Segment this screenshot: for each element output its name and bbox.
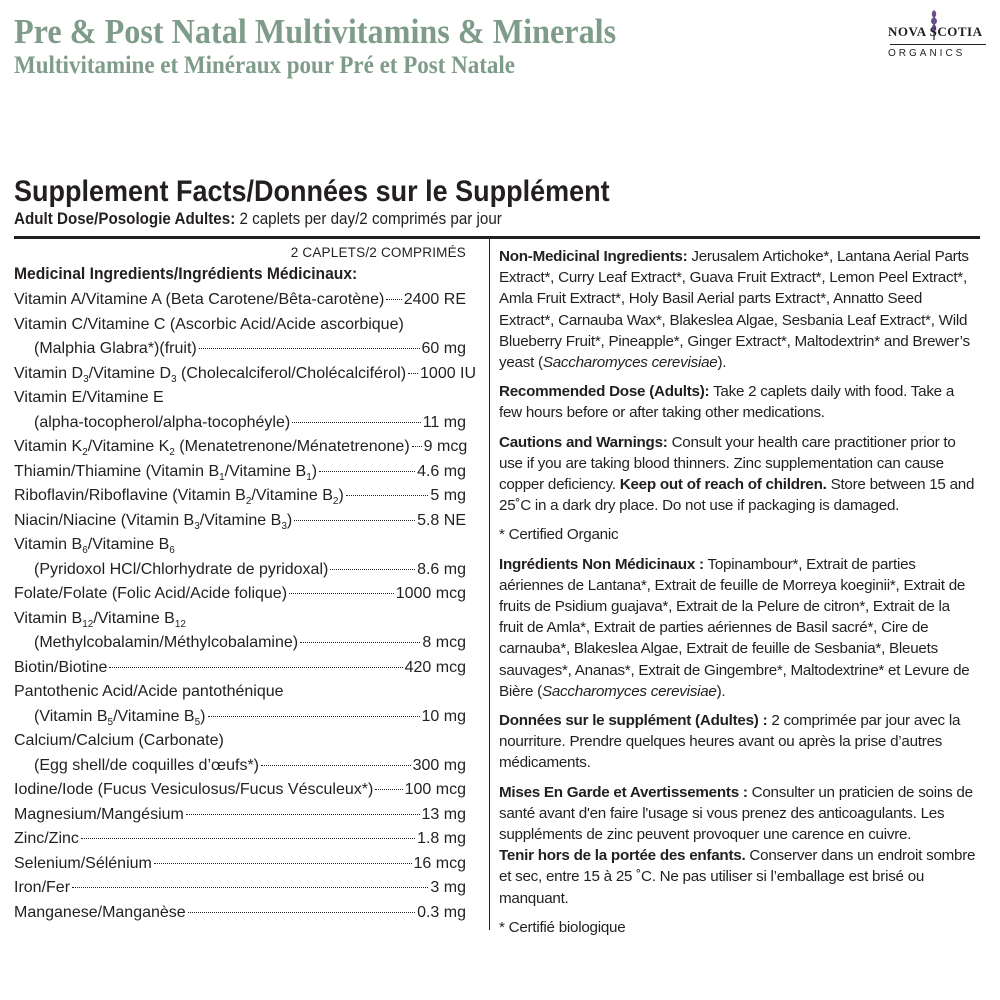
- dot-leader: [154, 862, 412, 864]
- cautions-fr-paragraph: [499, 782, 977, 846]
- ingredient-row: [14, 386, 466, 411]
- dot-leader: [81, 837, 415, 839]
- ingredient-row: [14, 533, 466, 558]
- logo-divider: [890, 44, 986, 45]
- nmi-en-italic: Saccharomyces cerevisiae: [542, 354, 718, 372]
- dot-leader: [375, 788, 402, 790]
- medicinal-heading: Medicinal Ingredients/Ingrédients Médicinaux:: [14, 264, 358, 283]
- dot-leader: [292, 421, 421, 423]
- nmi-en-label: Non-Medicinal Ingredients:: [499, 248, 688, 265]
- ingredient-row: [14, 460, 466, 485]
- ingredient-name: Vitamin A/Vitamine A (Beta Carotene/Bêta-carotène): [14, 291, 385, 308]
- nmi-en-text: Jerusalem Artichoke*, Lantana Aerial Parts Extract*, Curry Leaf Extract*, Guava Fruit Extract*, Lemon Peel Extract*, Amla Fruit Extract*, Holy Basil Aerial parts Extract*, Annatto Seed Extract*, Carnauba Wax*, Blakeslea Algae, Sesbania Leaf Extract*, Wild Blueberry Fruit*, Pineapple*, Ginger Extract*, Maltodextrin* and Brewer’s yeast (: [499, 248, 970, 372]
- ingredient-amount: 4.6 mg: [417, 462, 466, 480]
- dose-fr-text: 2 comprimée par jour avec la nourriture. Prendre quelques heures avant ou après la prise d’autres médicaments.: [499, 712, 961, 772]
- ingredient-amount: 8 mcg: [422, 634, 466, 651]
- keep-en-label: Keep out of reach of children.: [619, 476, 827, 494]
- ingredient-row: [14, 680, 466, 705]
- ingredient-row: [14, 729, 466, 754]
- dose-fr-paragraph: [499, 710, 977, 774]
- cautions-en-paragraph: [499, 432, 977, 517]
- top-rule: [14, 236, 980, 239]
- ingredient-name: Thiamin/Thiamine (Vitamin $B_1$/Vitamine $B_1$): [14, 462, 318, 483]
- cautions-en-text: Consult your health care practitioner prior to use if you are taking blood thinners. Zinc supplementation can cause copper deficiency.: [499, 433, 956, 494]
- cautions-en-label: Cautions and Warnings:: [499, 433, 668, 451]
- ingredient-row: [14, 705, 466, 730]
- ingredient-name: Niacin/Niacine (Vitamin $B_3$/Vitamine $B_3$): [14, 511, 293, 532]
- dot-leader: [346, 494, 429, 496]
- ingredient-name: Vitamin $B_{12}$/Vitamine $B_{12}$: [14, 609, 186, 630]
- ingredient-name: Vitamin $B_6$/Vitamine $B_6$: [14, 536, 175, 557]
- ingredient-name: (Methylcobalamin/Méthylcobalamine): [34, 634, 299, 651]
- product-title-en: Pre & Post Natal Multivitamins & Minerals: [14, 12, 617, 51]
- ingredient-amount: 9 mcg: [423, 438, 468, 455]
- facts-header: [14, 175, 986, 229]
- brand-logo: [888, 6, 988, 64]
- ingredient-amount: 10 mg: [421, 707, 466, 725]
- dot-leader: [208, 715, 420, 717]
- nmi-fr-label: Ingrédients Non Médicinaux :: [499, 555, 704, 573]
- ingredient-name: Pantothenic Acid/Acide pantothénique: [14, 683, 284, 700]
- info-column: [499, 246, 977, 946]
- ingredient-row: [14, 631, 466, 656]
- medicinal-ingredients-column: [14, 244, 477, 925]
- dot-leader: [199, 347, 420, 349]
- product-title-block: [14, 12, 669, 80]
- ingredient-row: [14, 313, 466, 338]
- ingredient-name: Selenium/Sélénium: [14, 854, 152, 872]
- dot-leader: [300, 641, 420, 643]
- nmi-en-end: ).: [717, 354, 727, 372]
- ingredient-name: Vitamin $K_2$/Vitamine $K_2$ (Menatetrenone/Ménatetrenone): [14, 438, 410, 459]
- dot-leader: [412, 445, 422, 447]
- nmi-fr-italic: Saccharomyces cerevisiae: [541, 682, 717, 700]
- dot-leader: [186, 813, 420, 815]
- dot-leader: [109, 666, 402, 668]
- logo-bottom-text: ORGANICS: [888, 48, 966, 59]
- ingredient-row: [14, 852, 466, 877]
- dot-leader: [72, 886, 428, 888]
- dot-leader: [386, 298, 401, 300]
- dot-leader: [319, 470, 415, 472]
- ingredient-row: [14, 288, 466, 313]
- ingredient-amount: 13 mg: [421, 805, 466, 823]
- ingredient-name: Vitamin $D_3$/Vitamine $D_3$ (Cholecalciferol/Cholécalciférol): [14, 364, 407, 385]
- ingredient-row: [14, 778, 466, 803]
- ingredient-name: Folate/Folate (Folic Acid/Acide folique): [14, 585, 288, 602]
- organic-fr-note: * Certifié biologique: [499, 918, 626, 936]
- organic-en-note: * Certified Organic: [499, 526, 619, 544]
- dot-leader: [188, 911, 415, 913]
- keep-fr-paragraph: [499, 845, 977, 909]
- adult-dose-line: [14, 209, 908, 229]
- dot-leader: [408, 372, 418, 374]
- ingredient-row: [14, 362, 477, 387]
- dot-leader: [261, 764, 411, 766]
- ingredient-amount: 2400 RE: [403, 291, 466, 308]
- product-title-fr: Multivitamine et Minéraux pour Pré et Post Natale: [14, 52, 515, 79]
- ingredient-name: (alpha-tocopherol/alpha-tocophéyle): [34, 413, 291, 431]
- dot-leader: [294, 519, 415, 521]
- ingredient-amount: 300 mg: [412, 756, 466, 774]
- ingredient-name: (Vitamin $B_5$/Vitamine $B_5$): [34, 707, 206, 728]
- dot-leader: [289, 592, 394, 594]
- dot-leader: [330, 568, 415, 570]
- keep-en-text: Store between 15 and 25˚C in a dark dry place. Do not use if packaging is damaged.: [499, 476, 975, 515]
- dose-fr-label: Données sur le supplément (Adultes) :: [499, 712, 768, 730]
- ingredient-name: Biotin/Biotine: [14, 658, 108, 676]
- ingredient-name: Calcium/Calcium (Carbonate): [14, 732, 224, 749]
- keep-fr-label: Tenir hors de la portée des enfants.: [499, 847, 746, 865]
- ingredient-name: Iron/Fer: [14, 879, 71, 896]
- ingredient-row: [14, 876, 466, 901]
- ingredient-amount: 0.3 mg: [417, 903, 466, 921]
- ingredient-name: Vitamin E/Vitamine E: [14, 389, 164, 406]
- adult-dose-value: 2 caplets per day/2 comprimés par jour: [235, 210, 502, 228]
- ingredient-name: Manganese/Manganèse: [14, 903, 186, 921]
- ingredient-name: (Pyridoxol HCl/Chlorhydrate de pyridoxal): [34, 560, 329, 578]
- ingredient-row: [14, 337, 466, 362]
- ingredient-amount: 1.8 mg: [417, 830, 466, 847]
- ingredient-amount: 1000 mcg: [395, 585, 466, 602]
- ingredient-amount: 60 mg: [421, 340, 466, 357]
- ingredient-name: (Egg shell/de coquilles d’œufs*): [34, 756, 259, 774]
- ingredient-row: [14, 582, 466, 607]
- dose-en-text: Take 2 caplets daily with food. Take a few hours before or after taking other medications.: [499, 383, 955, 422]
- ingredient-name: Iodine/Iode (Fucus Vesiculosus/Fucus Vésculeux*): [14, 781, 374, 798]
- cautions-fr-text: Consulter un praticien de soins de santé avant d'en faire l'usage si vous prenez des anticoagulants. Les suppléments de zinc peuvent provoquer une carence en cuivre.: [499, 783, 973, 844]
- ingredient-row: [14, 901, 466, 926]
- ingredient-amount: 100 mcg: [404, 781, 466, 798]
- ingredient-amount: 5.8 NE: [417, 511, 466, 529]
- nmi-fr-paragraph: [499, 554, 977, 702]
- ingredient-row: [14, 509, 466, 534]
- column-divider: [489, 239, 490, 930]
- serving-size: 2 CAPLETS/2 COMPRIMÉS: [290, 245, 466, 260]
- ingredient-row: [14, 411, 466, 436]
- ingredient-name: Magnesium/Mangésium: [14, 805, 184, 823]
- keep-fr-text: Conserver dans un endroit sombre et sec, entre 15 à 25 ˚C. Ne pas utiliser si l’emballage est brisé ou manquant.: [499, 847, 976, 907]
- ingredient-row: [14, 803, 466, 828]
- ingredient-name: (Malphia Glabra*)(fruit): [34, 340, 197, 357]
- ingredient-amount: 1000 IU: [420, 364, 477, 382]
- nmi-en-paragraph: [499, 246, 977, 373]
- dose-en-paragraph: [499, 381, 977, 423]
- ingredient-row: [14, 558, 466, 583]
- ingredient-amount: 8.6 mg: [417, 560, 466, 578]
- ingredient-name: Vitamin C/Vitamine C (Ascorbic Acid/Acide ascorbique): [14, 315, 404, 333]
- dose-en-label: Recommended Dose (Adults):: [499, 383, 710, 401]
- ingredient-amount: 3 mg: [430, 879, 466, 896]
- logo-top-text: NOVA SCOTIA: [888, 24, 983, 39]
- ingredient-row: [14, 827, 466, 852]
- ingredient-amount: 420 mcg: [404, 658, 466, 676]
- ingredient-row: [14, 484, 466, 509]
- ingredient-amount: 11 mg: [422, 413, 466, 431]
- ingredient-row: [14, 607, 466, 632]
- adult-dose-label: Adult Dose/Posologie Adultes:: [14, 210, 236, 228]
- facts-title: Supplement Facts/Données sur le Supplément: [14, 175, 610, 208]
- ingredient-row: [14, 656, 466, 681]
- ingredient-row: [14, 754, 466, 779]
- ingredient-list: [14, 288, 477, 925]
- ingredient-amount: 5 mg: [430, 487, 466, 504]
- ingredient-name: Zinc/Zinc: [14, 830, 79, 847]
- ingredient-row: [14, 435, 466, 460]
- cautions-fr-label: Mises En Garde et Avertissements :: [499, 783, 748, 801]
- nmi-fr-text: Topinambour*, Extrait de parties aériennes de Lantana*, Extrait de feuille de Morreya koeginii*, Extrait de fruits de Psidium guajava*, Extrait de la Pelure de citron*, Extrait de la fruit de Amla*, Extrait de parties aériennes de Basil sacré*, Cire de carnauba*, Blakeslea Algae, Extrait de feuille de Sesbania*, Bleuets sauvages*, Ananas*, Extrait de Gingembre*, Maltodextrine* et Levure de Bière (: [499, 555, 970, 700]
- ingredient-name: Riboflavin/Riboflavine (Vitamin $B_2$/Vitamine $B_2$): [14, 487, 344, 508]
- ingredient-amount: 16 mcg: [413, 854, 466, 872]
- nmi-fr-end: ).: [716, 682, 726, 700]
